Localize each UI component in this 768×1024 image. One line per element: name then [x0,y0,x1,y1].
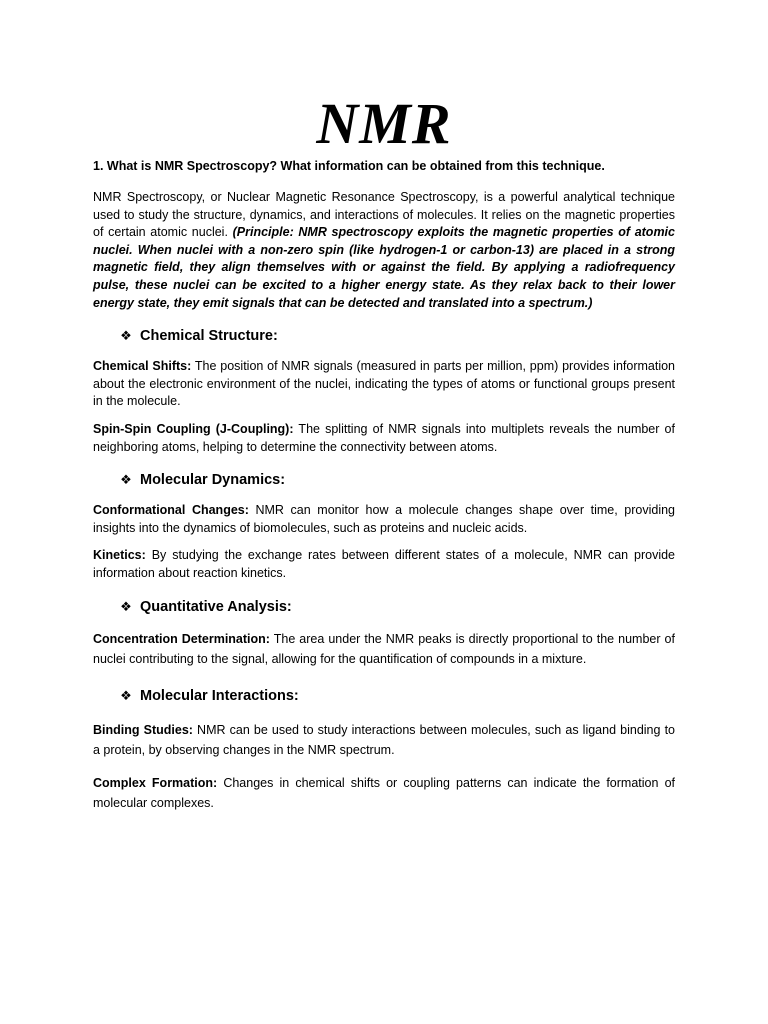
term-label: Spin-Spin Coupling (J-Coupling): [93,421,294,436]
term-description: NMR can monitor how a molecule changes shape over time, providing insights into the dynamics of biomolecules, such as proteins and nucleic acids. [93,503,675,535]
term-description: The splitting of NMR signals into multiplets reveals the number of neighboring atoms, helping to determine the connectivity between atoms. [93,421,675,454]
term-description: The position of NMR signals (measured in parts per million, ppm) provides information about the electronic environment of the nuclei, indicating the types of atoms or functional groups present in the molecule. [93,359,676,409]
intro-text: NMR Spectroscopy, or Nuclear Magnetic Resonance Spectroscopy, is a powerful analytical technique used to study the structure, dynamics, and interactions of molecules. It relies on the magnetic properties of certain atomic nuclei. [93,190,675,240]
principle-text: (Principle: NMR spectroscopy exploits the magnetic properties of atomic nuclei. When nuclei with a non-zero spin (like hydrogen-1 or carbon-13) are placed in a strong magnetic field, they align themselves with or against the field. By applying a radiofrequency pulse, these nuclei can be excited to a higher energy state. As they relax back to their lower energy state, they emit signals that can be detected and translated into a spectrum.) [93,225,675,310]
term-description: Changes in chemical shifts or coupling patterns can indicate the formation of molecular complexes. [93,775,675,810]
section-heading-molecular-dynamics [119,470,675,490]
term-label: Chemical Shifts: [93,359,192,374]
paragraph-spin-spin-coupling [93,421,675,456]
question-heading: 1. What is NMR Spectroscopy? What information can be obtained from this technique. [93,159,605,173]
intro-paragraph [93,189,675,312]
section-heading-label: Quantitative Analysis: [140,598,292,615]
paragraph-complex-formation [93,773,675,814]
paragraph-chemical-shifts [93,358,675,411]
diamond-bullet-icon: ❖ [120,328,132,344]
term-label: Concentration Determination: [93,631,270,646]
term-description: The area under the NMR peaks is directly proportional to the number of nuclei contributing to the signal, allowing for the quantification of compounds in a mixture. [93,631,675,666]
section-heading-label: Molecular Dynamics: [140,472,286,489]
section-heading-molecular-interactions [119,686,675,706]
diamond-bullet-icon: ❖ [120,472,132,488]
paragraph-binding-studies [93,720,675,761]
diamond-bullet-icon: ❖ [120,598,132,614]
term-label: Binding Studies: [93,722,193,737]
section-heading-quantitative-analysis [119,597,675,617]
term-label: Complex Formation: [93,775,218,790]
paragraph-kinetics [93,547,675,582]
term-label: Kinetics: [93,548,146,563]
term-label: Conformational Changes: [93,503,249,518]
paragraph-concentration-determination [93,629,675,670]
diamond-bullet-icon: ❖ [120,687,132,703]
document-page [93,92,675,824]
document-title: NMR [316,91,452,156]
term-description: By studying the exchange rates between different states of a molecule, NMR can provide information about reaction kinetics. [93,548,675,580]
section-heading-label: Molecular Interactions: [140,687,299,704]
section-heading-label: Chemical Structure: [140,328,278,345]
term-description: NMR can be used to study interactions between molecules, such as ligand binding to a protein, by observing changes in the NMR spectrum. [93,722,675,757]
paragraph-conformational-changes [93,502,675,537]
section-heading-chemical-structure [119,326,675,346]
